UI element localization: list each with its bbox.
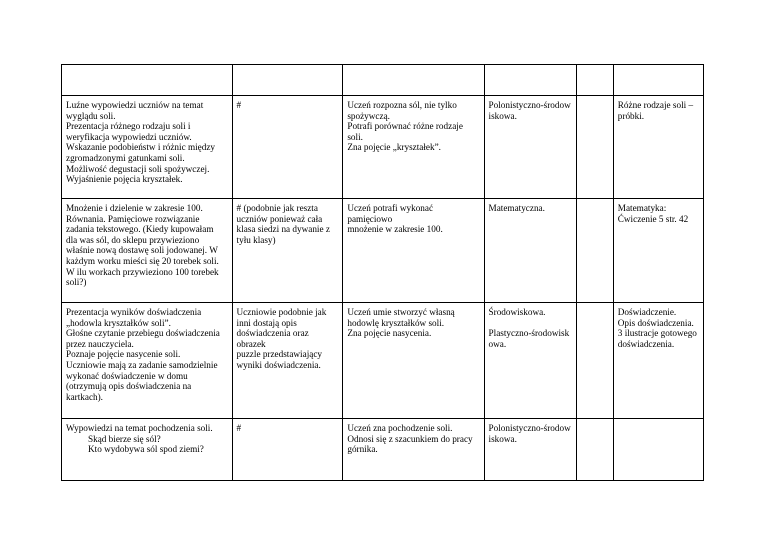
education-text: Środowiskowa. Plastyczno-środowisk owa. bbox=[488, 307, 570, 349]
organization-cell bbox=[232, 303, 343, 419]
outcomes-text: Uczeń zna pochodzenie soli. Odnosi się z szacunkiem do pracy górnika. bbox=[347, 423, 473, 455]
organization-text: # (podobnie jak reszta uczniów ponieważ cała klasa siedzi na dywanie z tyłu klasy) bbox=[236, 203, 330, 245]
education-cell bbox=[484, 96, 576, 199]
materials-cell bbox=[613, 199, 703, 303]
header-cell-other bbox=[576, 65, 613, 96]
header-cell-activity bbox=[62, 65, 233, 96]
education-text: Polonistyczno-środow iskowa. bbox=[488, 423, 571, 444]
education-cell bbox=[484, 419, 576, 481]
education-text: Polonistyczno-środow iskowa. bbox=[488, 100, 571, 121]
organization-cell bbox=[232, 96, 343, 199]
outcomes-text: Uczeń umie stworzyć własną hodowlę kryształków soli. Zna pojęcie nasycenia. bbox=[347, 307, 455, 339]
other-cell bbox=[576, 199, 613, 303]
activity-text: Mnożenie i dzielenie w zakresie 100. Równania. Pamięciowe rozwiązanie zadania tekstowego. (Kiedy kupowałam dla was sól, do sklepu przywieziono właśnie nową dostawę soli jodowanej. W każdym worku mieści się 20 torebek soli. W ilu workach przywieziono 100 torebek soli?) bbox=[66, 203, 219, 288]
activity-cell bbox=[62, 96, 233, 199]
activity-text: Luźne wypowiedzi uczniów na temat wyglądu soli. Prezentacja różnego rodzaju soli i weryfikacja wypowiedzi uczniów. Wskazanie podobieństw i różnic między zgromadzonymi gatunkami soli. Możliwość degustacji soli spożywczej. Wyjaśnienie pojęcia kryształek. bbox=[66, 100, 215, 185]
activity-question: Kto wydobywa sól spod ziemi? bbox=[88, 444, 204, 455]
activity-cell bbox=[62, 419, 233, 481]
header-cell-materials bbox=[613, 65, 703, 96]
education-cell bbox=[484, 199, 576, 303]
organization-cell bbox=[232, 199, 343, 303]
table-header-row bbox=[62, 65, 704, 96]
activity-intro-text: Wypowiedzi na temat pochodzenia soli. bbox=[66, 423, 213, 433]
activity-cell bbox=[62, 199, 233, 303]
organization-text: Uczniowie podobnie jak inni dostają opis doświadczenia oraz obrazek puzzle przedstawiający wyniki doświadczenia. bbox=[236, 307, 327, 370]
header-cell-organization bbox=[232, 65, 343, 96]
activity-cell bbox=[62, 303, 233, 419]
materials-cell bbox=[613, 419, 703, 481]
materials-text: Różne rodzaje soli – próbki. bbox=[617, 100, 694, 121]
activity-question: Skąd bierze się sól? bbox=[88, 433, 161, 444]
organization-text: # bbox=[236, 423, 242, 433]
outcomes-text: Uczeń rozpozna sól, nie tylko spożywczą. Potrafi porównać różne rodzaje soli. Zna pojęcie „kryształek”. bbox=[347, 100, 463, 153]
outcomes-cell bbox=[343, 419, 484, 481]
other-cell bbox=[576, 419, 613, 481]
organization-cell bbox=[232, 419, 343, 481]
organization-text: # bbox=[236, 100, 242, 110]
table-row bbox=[62, 419, 704, 481]
other-cell bbox=[576, 303, 613, 419]
materials-cell bbox=[613, 96, 703, 199]
outcomes-text: Uczeń potrafi wykonać pamięciowo mnożenie w zakresie 100. bbox=[347, 203, 443, 235]
outcomes-cell bbox=[343, 303, 484, 419]
lesson-plan-table bbox=[61, 64, 704, 481]
table-row bbox=[62, 303, 704, 419]
table-row bbox=[62, 199, 704, 303]
other-cell bbox=[576, 96, 613, 199]
education-text: Matematyczna. bbox=[488, 203, 545, 213]
materials-text: Doświadczenie. Opis doświadczenia. 3 ilustracje gotowego doświadczenia. bbox=[617, 307, 697, 349]
outcomes-cell bbox=[343, 96, 484, 199]
activity-text: Prezentacja wyników doświadczenia „hodowla kryształków soli”. Głośne czytanie przebiegu doświadczenia przez nauczyciela. Poznaje pojęcie nasycenie soli. Uczniowie mają za zadanie samodzielnie wykonać doświadczenie w domu (otrzymują opis doświadczenia na kartkach). bbox=[66, 307, 220, 402]
outcomes-cell bbox=[343, 199, 484, 303]
materials-cell bbox=[613, 303, 703, 419]
education-cell bbox=[484, 303, 576, 419]
header-cell-education bbox=[484, 65, 576, 96]
header-cell-outcomes bbox=[343, 65, 484, 96]
materials-text: Matematyka: Ćwiczenie 5 str. 42 bbox=[617, 203, 689, 224]
table-row bbox=[62, 96, 704, 199]
